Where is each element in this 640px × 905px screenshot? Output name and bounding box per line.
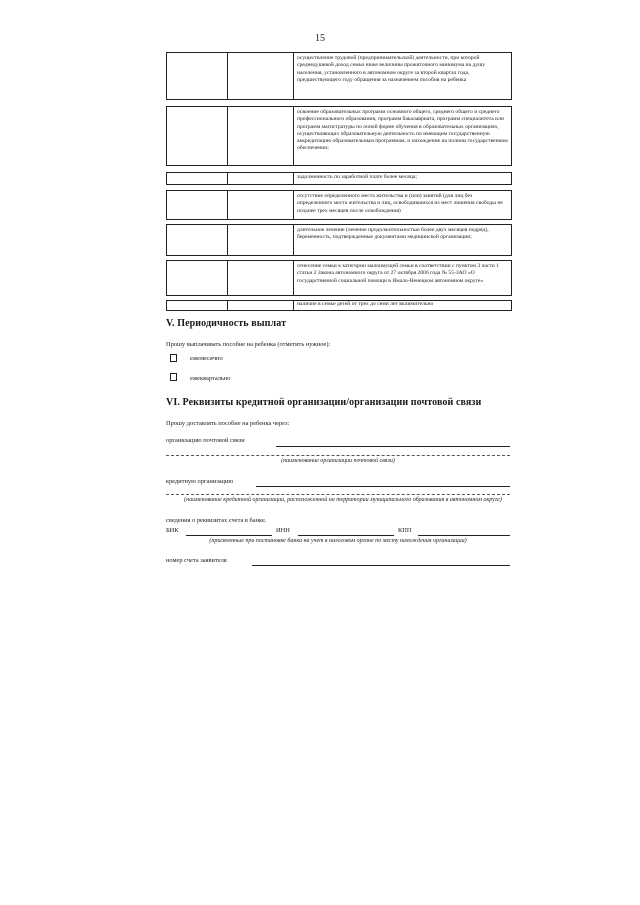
table-row — [166, 52, 512, 100]
quarterly-label: ежеквартально — [190, 375, 231, 382]
table-cell — [166, 172, 228, 185]
table-cell-text: осуществление трудовой (предпринимательской) деятельности, при которой среднедушевой доход семьи ниже величины прожиточного минимума на душу населения, установленного в автономном округе за второй квартал года, предшествующего году обращения за назначением пособия на ребенка — [294, 52, 512, 100]
credit-caption: (наименование кредитной организации, расположенной на территории муниципального образования в автономном округе) — [184, 497, 502, 503]
credit-field-continued[interactable] — [166, 494, 510, 495]
table-cell — [166, 106, 228, 166]
table-row — [166, 300, 512, 311]
credit-field[interactable] — [256, 486, 510, 487]
table-cell — [228, 106, 294, 166]
table-cell — [228, 172, 294, 185]
table-cell-text: освоение образовательных программ основного общего, среднего общего и среднего профессионального образования, программ бакалавриата, программ специалитета или программ магистратуры по очной форме обучения в образовательных организациях, осуществляющих образовательную деятельность по имеющим государственную аккредитацию образовательным программам, и нахождение на полном государственном обеспечении; — [294, 106, 512, 166]
inn-label: ИНН — [276, 527, 290, 534]
quarterly-checkbox[interactable] — [170, 373, 177, 381]
table-cell — [166, 224, 228, 256]
table-cell-text: длительное лечение (лечение продолжительностью более двух месяцев подряд), беременность, подтвержденные документами медицинской организации; — [294, 224, 512, 256]
table-cell-text: наличие в семье детей от трех до семи лет включительно — [294, 300, 512, 311]
kpp-field[interactable] — [418, 535, 510, 536]
table-row — [166, 260, 512, 296]
section-6-heading: VI. Реквизиты кредитной организации/организации почтовой связи — [166, 397, 482, 408]
table-cell — [166, 190, 228, 220]
table-cell — [228, 224, 294, 256]
table-row — [166, 172, 512, 185]
account-number-field[interactable] — [252, 565, 510, 566]
table-cell — [166, 52, 228, 100]
bik-field[interactable] — [186, 535, 272, 536]
page-number: 15 — [315, 33, 325, 44]
account-label: номер счета заявителя — [166, 557, 227, 564]
bank-caption: (присвоенные при постановке банка на учет в налоговом органе по месту нахождения организации) — [209, 538, 467, 544]
table-cell — [166, 260, 228, 296]
section-5-heading: V. Периодичность выплат — [166, 318, 287, 329]
table-row — [166, 106, 512, 166]
table-cell — [228, 52, 294, 100]
table-cell-text: отнесение семьи к категории малоимущей семьи в соответствии с пунктом 3 части 1 статьи 2 Закона автономного округа от 27 октября 2006 года № 55-ЗАО «О государственной социальной помощи в Ямало-Ненецком автономном округе» — [294, 260, 512, 296]
kpp-label: КПП — [398, 527, 412, 534]
postal-label: организацию почтовой связи — [166, 437, 245, 444]
postal-field[interactable] — [276, 446, 510, 447]
account-info: сведения о реквизитах счета в банке. — [166, 517, 267, 524]
postal-caption: (наименование организации почтовой связи) — [281, 458, 395, 464]
table-row — [166, 224, 512, 256]
table-cell-text: отсутствие определенного места жительства и (или) занятий (для лиц без определенного места жительства и лиц, освободившихся из мест лишения свободы не позднее трех месяцев после освобождения) — [294, 190, 512, 220]
delivery-request: Прошу доставлять пособие на ребенка через: — [166, 420, 290, 427]
table-row — [166, 190, 512, 220]
bik-label: БИК — [166, 527, 179, 534]
table-cell — [228, 260, 294, 296]
table-cell — [166, 300, 228, 311]
payment-frequency-request: Прошу выплачивать пособие на ребенка (отметить нужное): — [166, 341, 331, 348]
table-cell — [228, 190, 294, 220]
inn-field[interactable] — [298, 535, 394, 536]
table-cell — [228, 300, 294, 311]
postal-field-continued[interactable] — [166, 455, 510, 456]
table-cell-text: задолженность по заработной плате более месяца; — [294, 172, 512, 185]
monthly-checkbox[interactable] — [170, 354, 177, 362]
credit-label: кредитную организацию — [166, 478, 234, 485]
monthly-label: ежемесячно — [190, 355, 223, 362]
